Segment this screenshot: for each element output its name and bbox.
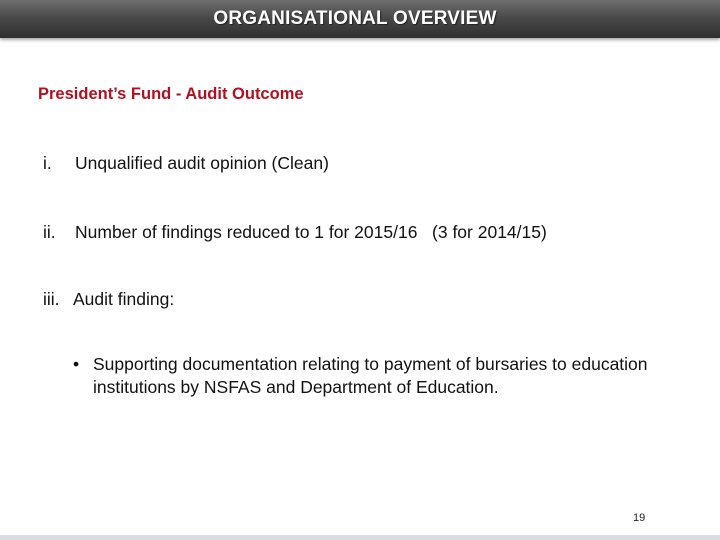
list-item-text: Audit finding:: [73, 289, 175, 309]
list-item-text: Number of findings reduced to 1 for 2015/16 (3 for 2014/15): [75, 222, 547, 242]
list-item: [43, 222, 547, 243]
page-number: 19: [633, 512, 646, 524]
sub-bullet-text: Supporting documentation relating to payment of bursaries to education institutions by NSFAS and Department of Education.: [93, 354, 648, 397]
bullet-marker: •: [73, 354, 80, 374]
list-item-numeral: ii.: [43, 222, 56, 242]
list-item-text: Unqualified audit opinion (Clean): [75, 153, 329, 173]
footer-rule: [0, 535, 720, 540]
list-item-numeral: i.: [43, 153, 52, 173]
slide-title: ORGANISATIONAL OVERVIEW: [213, 8, 497, 29]
list-item-numeral: iii.: [43, 289, 60, 309]
sub-bullet: [73, 353, 693, 399]
list-item: [43, 289, 174, 310]
list-item: [43, 153, 329, 174]
slide-subtitle: President’s Fund - Audit Outcome: [38, 85, 304, 103]
